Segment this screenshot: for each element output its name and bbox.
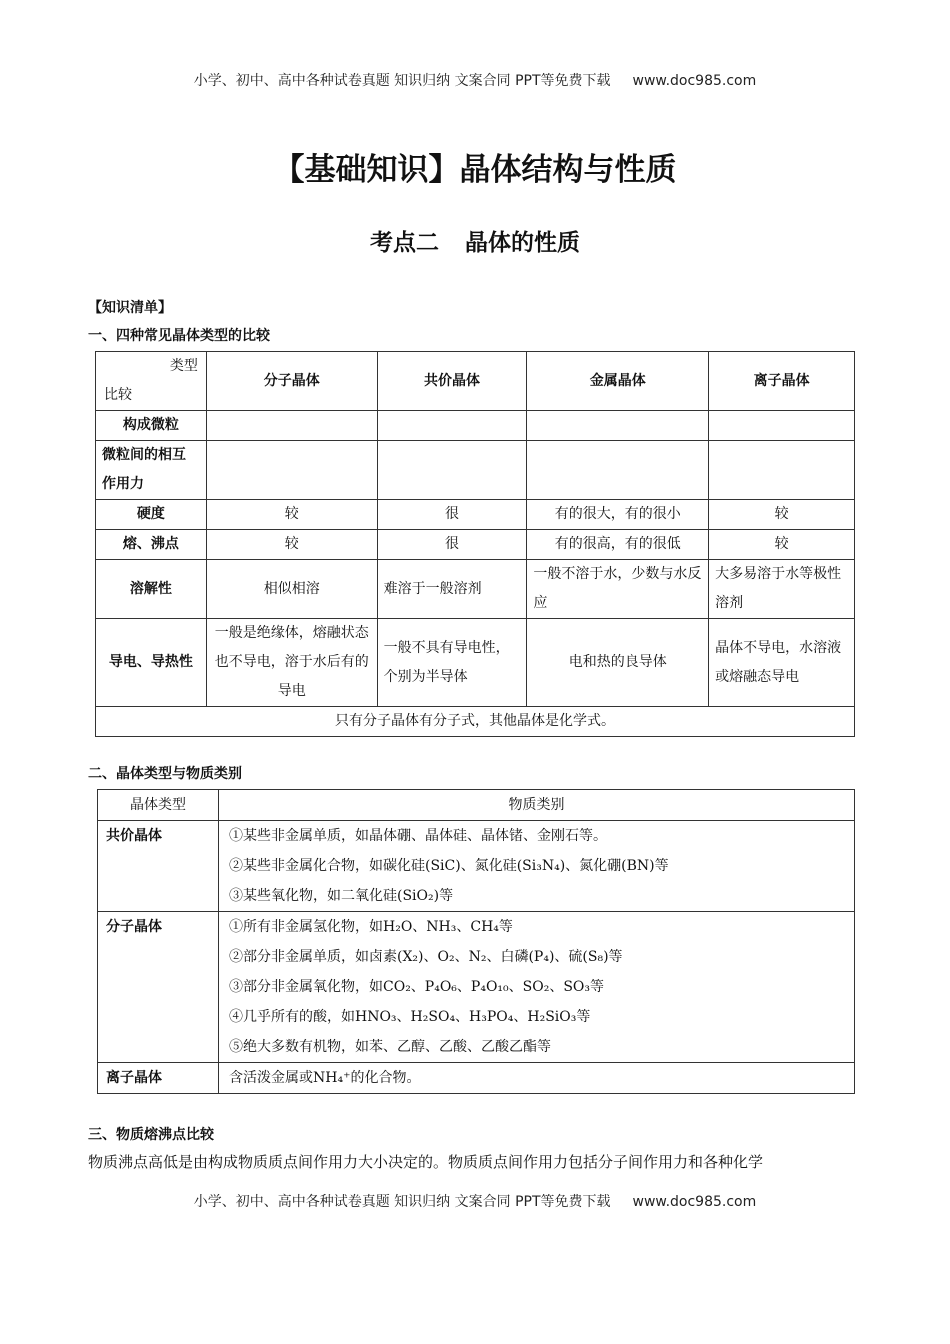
table-cell: 相似相溶: [206, 560, 377, 619]
section-3-heading: 三、物质熔沸点比较: [88, 1127, 214, 1143]
row-label: 构成微粒: [96, 411, 207, 441]
crystal-comparison-table: [95, 351, 855, 737]
corner-compare: 比较: [104, 387, 132, 403]
page-subtitle: [0, 224, 950, 257]
crystal-kind: 共价晶体: [98, 821, 219, 912]
column-header: 离子晶体: [709, 352, 855, 411]
table-cell: 电和热的良导体: [527, 619, 709, 707]
row-label: 溶解性: [96, 560, 207, 619]
corner-type: 类型: [169, 358, 198, 374]
table-cell: 很: [377, 530, 527, 560]
row-label: 微粒间的相互作用力: [96, 441, 207, 500]
table-row: [96, 441, 855, 500]
crystal-category-table: [97, 789, 855, 1094]
category-list: [219, 821, 855, 912]
column-header: 物质类别: [219, 790, 855, 821]
table-row: [96, 560, 855, 619]
table-row: [96, 500, 855, 530]
list-item: ②部分非金属单质，如卤素(X₂)、O₂、N₂、白磷(P₄)、硫(S₈)等: [229, 949, 623, 965]
footer-url[interactable]: www.doc985.com: [632, 1194, 757, 1210]
table-row: [98, 1063, 855, 1094]
corner-cell: [96, 352, 207, 411]
table-footer-note: 只有分子晶体有分子式，其他晶体是化学式。: [96, 707, 855, 737]
table-cell: [206, 441, 377, 500]
page-title: 【基础知识】晶体结构与性质: [273, 152, 677, 188]
table-cell: 有的很大，有的很小: [527, 500, 709, 530]
table-header-row: [98, 790, 855, 821]
page-header: [0, 70, 950, 90]
page-footer: [0, 1191, 950, 1211]
body-paragraph: 物质沸点高低是由构成物质质点间作用力大小决定的。物质质点间作用力包括分子间作用力和各种化学: [88, 1153, 764, 1171]
table-cell: 一般是绝缘体，熔融状态也不导电，溶于水后有的导电: [206, 619, 377, 707]
table-cell: 难溶于一般溶剂: [377, 560, 527, 619]
table-cell: 晶体不导电，水溶液或熔融态导电: [709, 619, 855, 707]
list-item: ①所有非金属氢化物，如H₂O、NH₃、CH₄等: [229, 919, 513, 935]
category-list: [219, 912, 855, 1063]
table-header-row: [96, 352, 855, 411]
table-cell: 一般不溶于水，少数与水反应: [527, 560, 709, 619]
table-cell: 较: [206, 530, 377, 560]
row-label: 硬度: [96, 500, 207, 530]
table-row: [96, 619, 855, 707]
header-url[interactable]: www.doc985.com: [632, 73, 757, 89]
table-cell: [527, 441, 709, 500]
column-header: 分子晶体: [206, 352, 377, 411]
list-item: ③部分非金属氧化物，如CO₂、P₄O₆、P₄O₁₀、SO₂、SO₃等: [229, 979, 605, 995]
list-item: ②某些非金属化合物，如碳化硅(SiC)、氮化硅(Si₃N₄)、氮化硼(BN)等: [229, 858, 669, 874]
column-header: 共价晶体: [377, 352, 527, 411]
table-cell: 较: [709, 500, 855, 530]
table-row: [98, 912, 855, 1063]
table-cell: 较: [206, 500, 377, 530]
header-text: 小学、初中、高中各种试卷真题 知识归纳 文案合同 PPT等免费下载: [193, 73, 611, 89]
row-label: 导电、导热性: [96, 619, 207, 707]
table-cell: [377, 411, 527, 441]
table-cell: 一般不具有导电性，个别为半导体: [377, 619, 527, 707]
row-label: 熔、沸点: [96, 530, 207, 560]
table-footer-row: [96, 707, 855, 737]
table-cell: 很: [377, 500, 527, 530]
table-cell: [377, 441, 527, 500]
table-row: [96, 411, 855, 441]
section-knowledge-list: 【知识清单】: [88, 300, 172, 316]
table-row: [96, 530, 855, 560]
list-item: 含活泼金属或NH₄⁺的化合物。: [229, 1070, 421, 1086]
section-1-heading: 一、四种常见晶体类型的比较: [88, 328, 270, 344]
footer-text: 小学、初中、高中各种试卷真题 知识归纳 文案合同 PPT等免费下载: [193, 1194, 611, 1210]
table-cell: [527, 411, 709, 441]
table-cell: [709, 411, 855, 441]
column-header: 金属晶体: [527, 352, 709, 411]
list-item: ③某些氧化物，如二氧化硅(SiO₂)等: [229, 888, 454, 904]
table-cell: 有的很高，有的很低: [527, 530, 709, 560]
category-list: [219, 1063, 855, 1094]
crystal-kind: 离子晶体: [98, 1063, 219, 1094]
table-cell: 较: [709, 530, 855, 560]
list-item: ①某些非金属单质，如晶体硼、晶体硅、晶体锗、金刚石等。: [229, 828, 607, 844]
table-cell: 大多易溶于水等极性溶剂: [709, 560, 855, 619]
subtitle-part1: 考点二: [370, 230, 439, 256]
column-header: 晶体类型: [98, 790, 219, 821]
table-cell: [709, 441, 855, 500]
crystal-kind: 分子晶体: [98, 912, 219, 1063]
table-cell: [206, 411, 377, 441]
section-2-heading: 二、晶体类型与物质类别: [88, 766, 242, 782]
list-item: ④几乎所有的酸，如HNO₃、H₂SO₄、H₃PO₄、H₂SiO₃等: [229, 1009, 591, 1025]
table-row: [98, 821, 855, 912]
subtitle-part2: 晶体的性质: [465, 230, 580, 256]
list-item: ⑤绝大多数有机物，如苯、乙醇、乙酸、乙酸乙酯等: [229, 1039, 551, 1055]
